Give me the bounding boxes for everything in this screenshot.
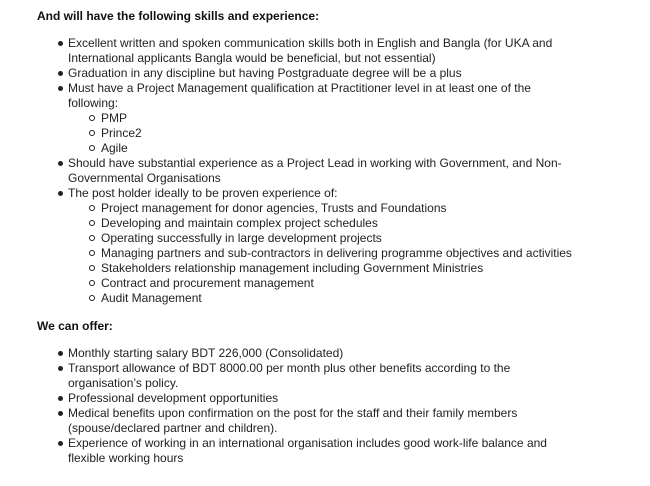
skill-item-text: Graduation in any discipline but having Postgraduate degree will be a plus [68, 66, 462, 80]
sublist-item: Stakeholders relationship management including Government Ministries [68, 261, 578, 276]
list-item: Transport allowance of BDT 8000.00 per month plus other benefits according to the organisation’s policy. [37, 361, 578, 391]
skills-list [37, 36, 650, 306]
qualification-sublist [68, 111, 578, 156]
list-item: Professional development opportunities [37, 391, 578, 406]
sublist-item: Managing partners and sub-contractors in delivering programme objectives and activities [68, 246, 578, 261]
list-item [37, 186, 578, 306]
list-item: Experience of working in an international organisation includes good work-life balance and flexible working hours [37, 436, 578, 466]
sublist-item: Prince2 [68, 126, 578, 141]
sublist-item: Project management for donor agencies, Trusts and Foundations [68, 201, 578, 216]
sublist-item: Audit Management [68, 291, 578, 306]
sublist-item: Contract and procurement management [68, 276, 578, 291]
skill-item-text: Must have a Project Management qualification at Practitioner level in at least one of the following: [68, 81, 531, 110]
skill-item-text: The post holder ideally to be proven experience of: [68, 186, 338, 200]
list-item [37, 66, 578, 81]
offer-list [37, 346, 650, 466]
list-item [37, 36, 578, 66]
sublist-item: Developing and maintain complex project schedules [68, 216, 578, 231]
list-item [37, 81, 578, 156]
sublist-item: Operating successfully in large development projects [68, 231, 578, 246]
skill-item-text: Should have substantial experience as a Project Lead in working with Government, and Non-Governmental Organisations [68, 156, 562, 185]
skill-item-text: Excellent written and spoken communication skills both in English and Bangla (for UKA and International applicants Bangla would be beneficial, but not essential) [68, 36, 553, 65]
skills-heading: And will have the following skills and experience: [37, 9, 320, 23]
sublist-item: Agile [68, 141, 578, 156]
list-item [37, 156, 578, 186]
section-spacer [37, 306, 650, 319]
list-item: Medical benefits upon confirmation on the post for the staff and their family members (spouse/declared partner and children). [37, 406, 578, 436]
list-item: Monthly starting salary BDT 226,000 (Consolidated) [37, 346, 578, 361]
offer-heading: We can offer: [37, 319, 113, 333]
sublist-item: PMP [68, 111, 578, 126]
experience-sublist [68, 201, 578, 306]
